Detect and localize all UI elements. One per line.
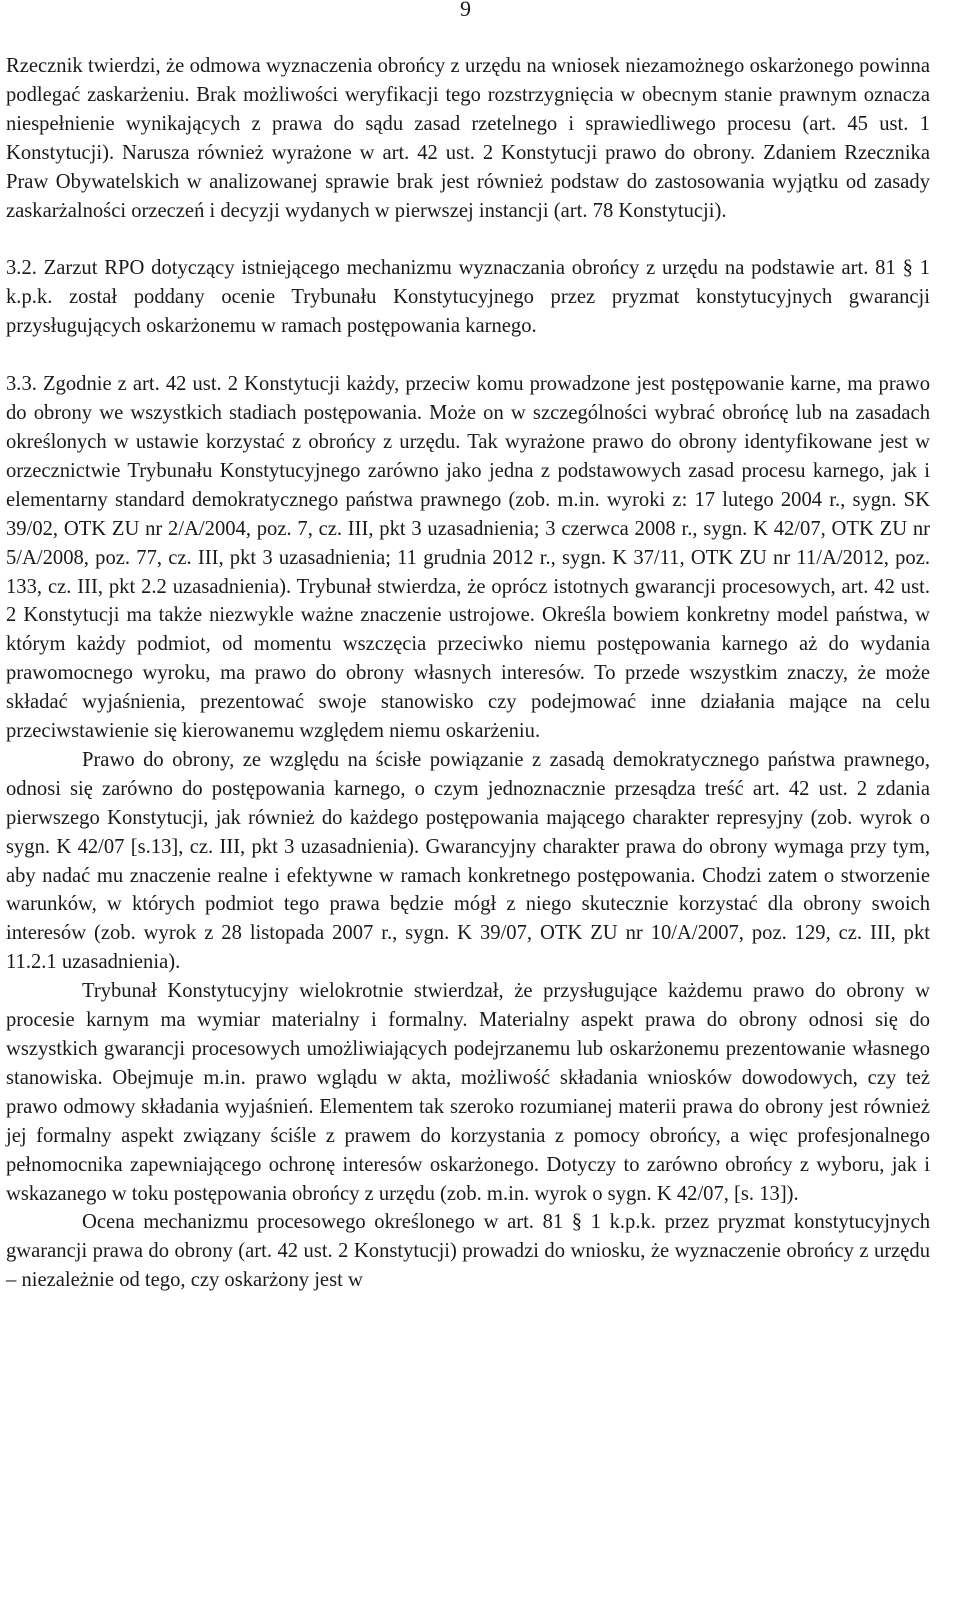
paragraph-rpo-argument: Rzecznik twierdzi, że odmowa wyznaczenia obrońcy z urzędu na wniosek niezamożnego oskarżonego powinna podlegać zaskarżeniu. Brak możliwości weryfikacji tego rozstrzygnięcia w obecnym stanie prawnym oznacza niespełnienie wynikających z prawa do sądu zasad rzetelnego i sprawiedliwego procesu (art. 45 ust. 1 Konstytucji). Narusza również wyrażone w art. 42 ust. 2 Konstytucji prawo do obrony. Zdaniem Rzecznika Praw Obywatelskich w analizowanej sprawie brak jest również podstaw do zastosowania wyjątku od zasady zaskarżalności orzeczeń i decyzji wydanych w pierwszej instancji (art. 78 Konstytucji). (6, 55, 930, 222)
paragraph-assessment: Ocena mechanizmu procesowego określonego w art. 81 § 1 k.p.k. przez pryzmat konstytucyjnych gwarancji prawa do obrony (art. 42 ust. 2 Konstytucji) prowadzi do wniosku, że wyznaczenie obrońcy z urzędu – niezależnie od tego, czy oskarżony jest w (6, 1211, 930, 1292)
paragraph-section-3-3: 3.3. Zgodnie z art. 42 ust. 2 Konstytucji każdy, przeciw komu prowadzone jest postępowanie karne, ma prawo do obrony we wszystkich stadiach postępowania. Może on w szczególności wybrać obrońcę lub na zasadach określonych w ustawie korzystać z obrońcy z urzędu. Tak wyrażone prawo do obrony identyfikowane jest w orzecznictwie Trybunału Konstytucyjnego zarówno jako jedna z podstawowych zasad procesu karnego, jak i elementarny standard demokratycznego państwa prawnego (zob. m.in. wyroki z: 17 lutego 2004 r., sygn. SK 39/02, OTK ZU nr 2/A/2004, poz. 7, cz. III, pkt 3 uzasadnienia; 3 czerwca 2008 r., sygn. K 42/07, OTK ZU nr 5/A/2008, poz. 77, cz. III, pkt 3 uzasadnienia; 11 grudnia 2012 r., sygn. K 37/11, OTK ZU nr 11/A/2012, poz. 133, cz. III, pkt 2.2 uzasadnienia). Trybunał stwierdza, że oprócz istotnych gwarancji procesowych, art. 42 ust. 2 Konstytucji ma także niezwykle ważne znaczenie ustrojowe. Określa bowiem konkretny model państwa, w którym każdy podmiot, od momentu wszczęcia przeciwko niemu postępowania karnego aż do wydania prawomocnego wyroku, ma prawo do obrony własnych interesów. To przede wszystkim znaczy, że może składać wyjaśnienia, prezentować swoje stanowisko czy podejmować inne działania mające na celu przeciwstawienie się kierowanemu względem niemu oskarżeniu. (6, 373, 930, 743)
paragraph-material-formal-aspect: Trybunał Konstytucyjny wielokrotnie stwierdzał, że przysługujące każdemu prawo do obrony w procesie karnym ma wymiar materialny i formalny. Materialny aspekt prawa do obrony odnosi się do wszystkich gwarancji procesowych umożliwiających podejrzanemu lub oskarżonemu prezentowanie własnego stanowiska. Obejmuje m.in. prawo wglądu w akta, możliwość składania wniosków dowodowych, czy też prawo odmowy składania wyjaśnień. Elementem tak szeroko rozumianej materii prawa do obrony jest również jej formalny aspekt związany ściśle z prawem do korzystania z pomocy obrońcy, a więc profesjonalnego pełnomocnika zapewniającego ochronę interesów oskarżonego. Dotyczy to zarówno obrońcy z wyboru, jak i wskazanego w toku postępowania obrońcy z urzędu (zob. m.in. wyrok o sygn. K 42/07, [s. 13]). (6, 980, 930, 1205)
page-number: 9 (460, 0, 471, 21)
paragraph-right-to-defence: Prawo do obrony, ze względu na ścisłe powiązanie z zasadą demokratycznego państwa prawnego, odnosi się zarówno do postępowania karnego, o czym jednoznacznie przesądza treść art. 42 ust. 2 zdania pierwszego Konstytucji, jak również do każdego postępowania mającego charakter represyjny (zob. wyrok o sygn. K 42/07 [s.13], cz. III, pkt 3 uzasadnienia). Gwarancyjny charakter prawa do obrony wymaga przy tym, aby nadać mu znaczenie realne i efektywne w ramach konkretnego postępowania. Chodzi zatem o stworzenie warunków, w których podmiot tego prawa będzie mógł z niego skutecznie korzystać dla obrony swoich interesów (zob. wyrok z 28 listopada 2007 r., sygn. K 39/07, OTK ZU nr 10/A/2007, poz. 129, cz. III, pkt 11.2.1 uzasadnienia). (6, 748, 930, 974)
document-body (6, 52, 930, 1295)
paragraph-section-3-2: 3.2. Zarzut RPO dotyczący istniejącego mechanizmu wyznaczania obrońcy z urzędu na podstawie art. 81 § 1 k.p.k. został poddany ocenie Trybunału Konstytucyjnego przez pryzmat konstytucyjnych gwarancji przysługujących oskarżonemu w ramach postępowania karnego. (6, 257, 930, 338)
